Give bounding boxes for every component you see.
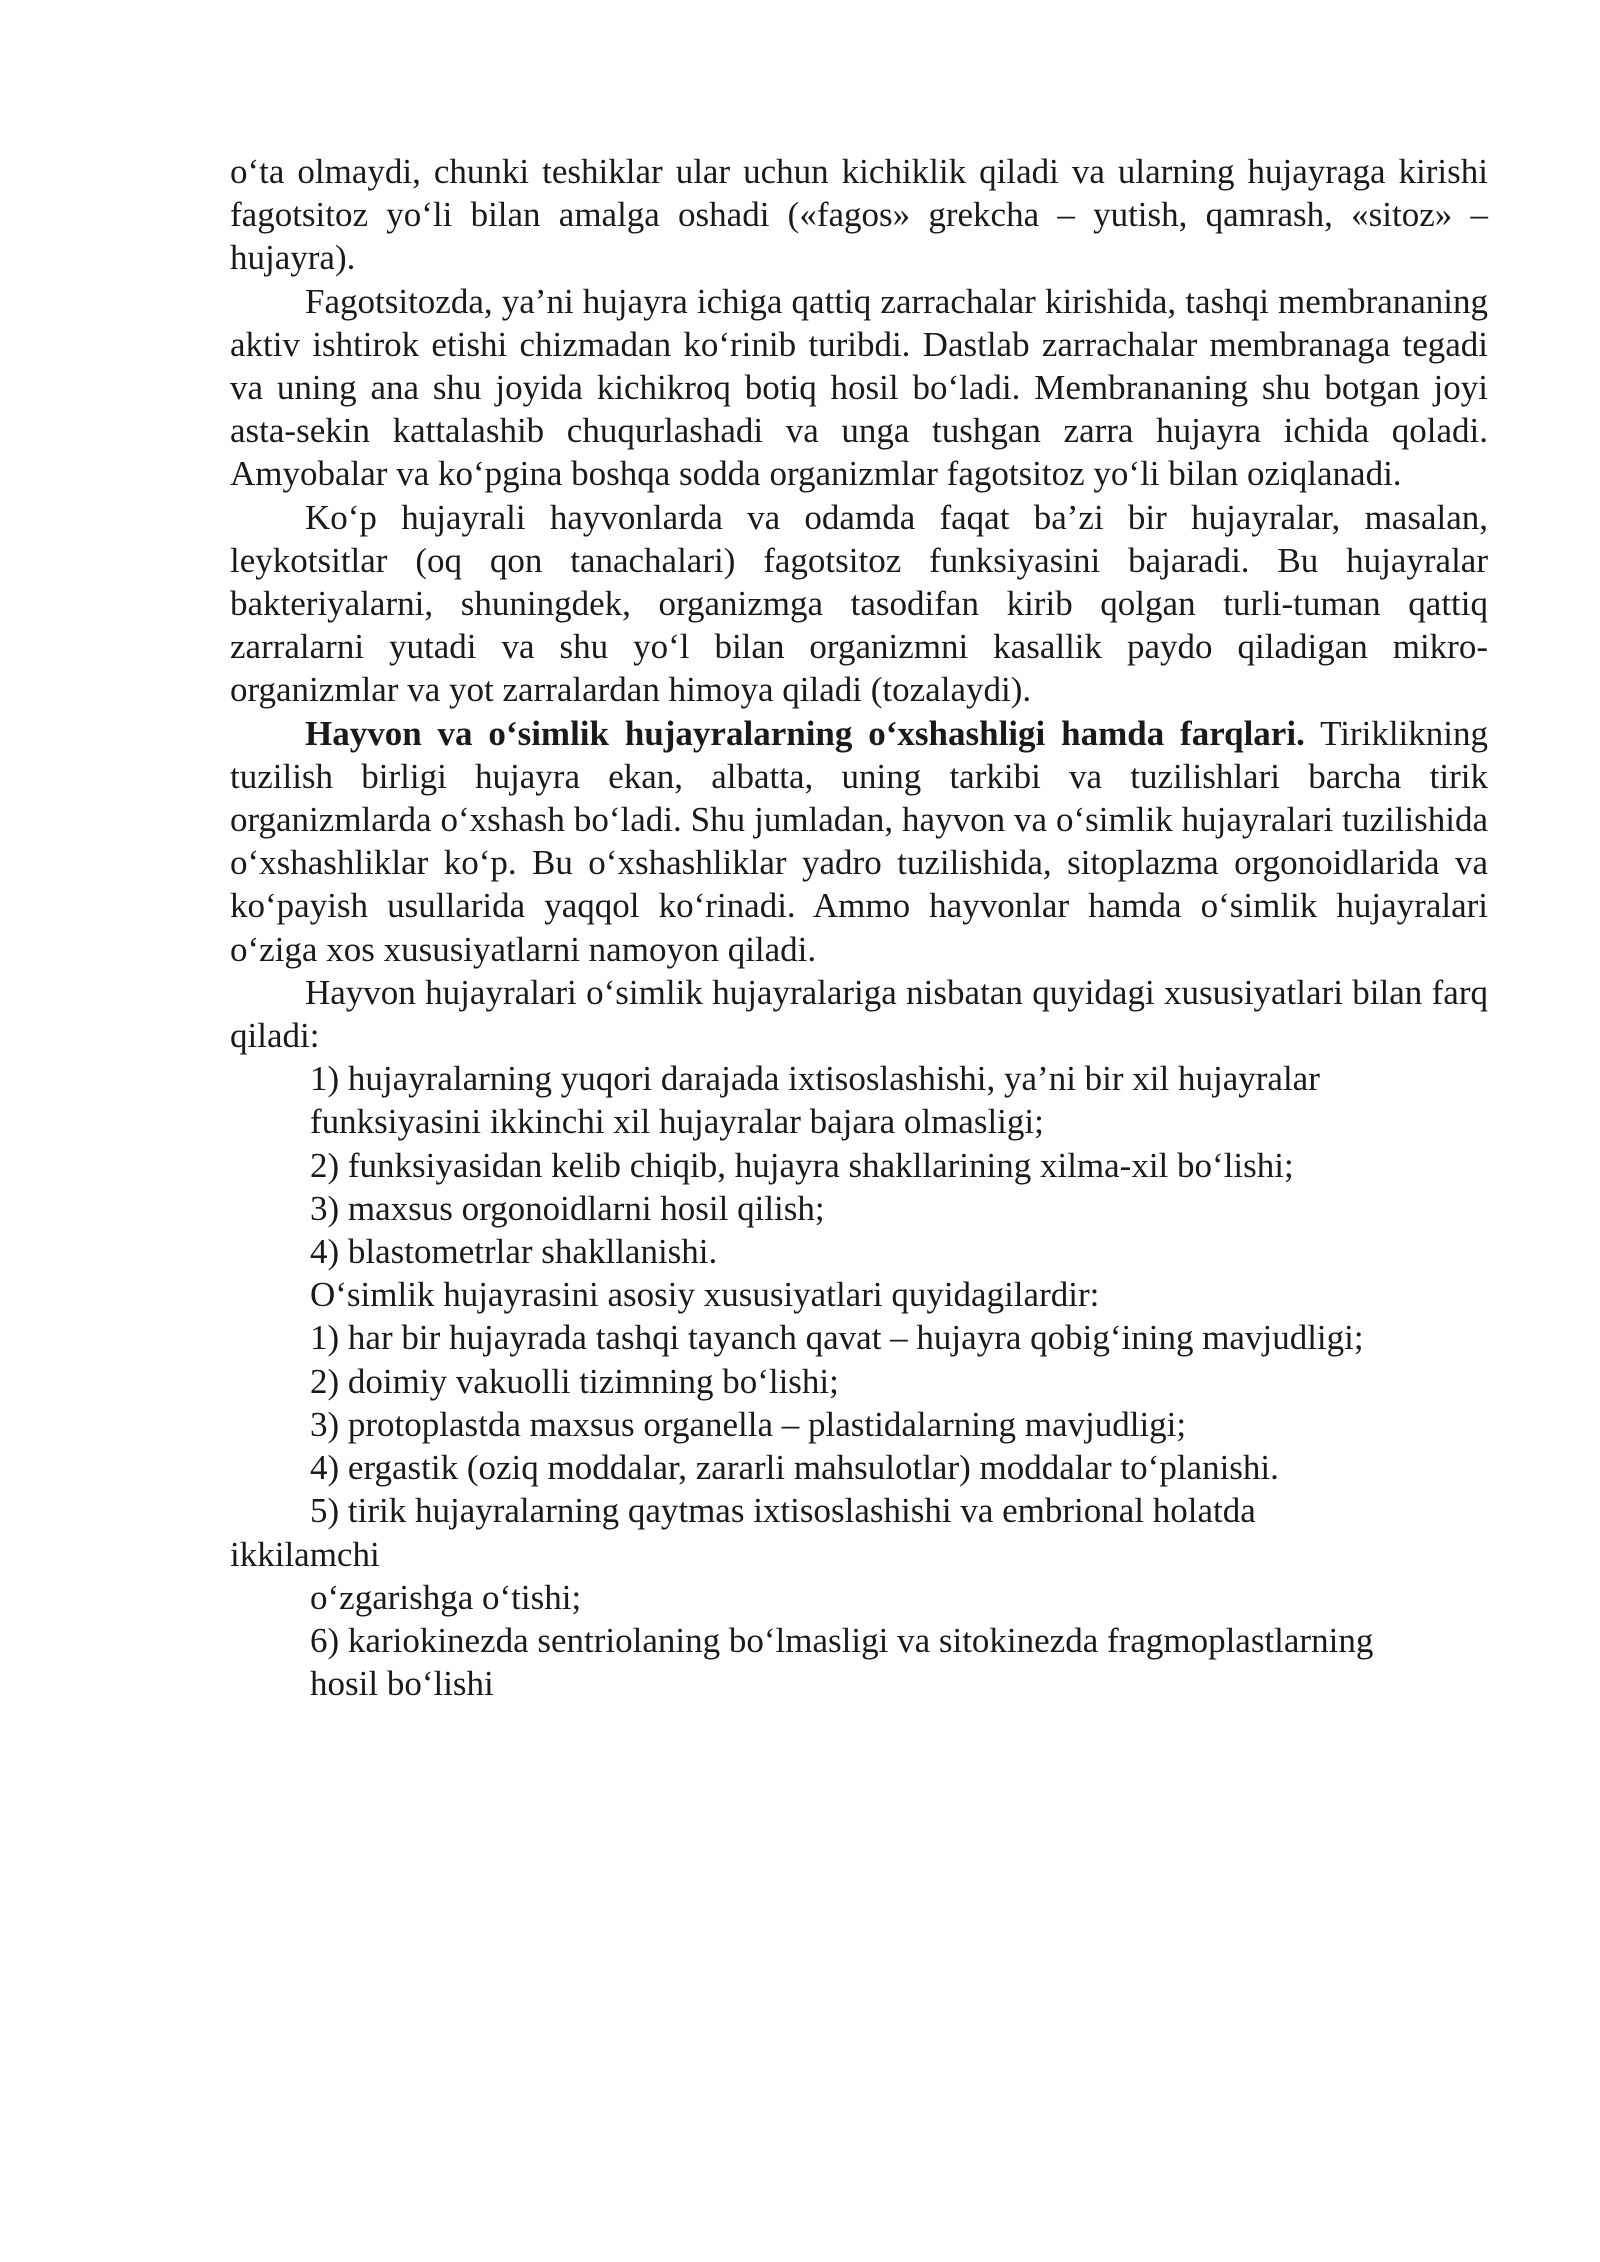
paragraph-continuation: o‘ta olmaydi, chunki teshiklar ular uchun kichiklik qiladi va ularning hujayraga kirishi fagotsitoz yo‘li bilan amalga oshadi («fagos» grekcha – yutish, qamrash, «sitoz» – hujayra). [230, 152, 1488, 278]
section-body: Tiriklikning tuzilish birligi hujayra ekan, albatta, uning tarkibi va tuzilishlari barcha tirik organizmlarda o‘xshash bo‘ladi. Shu jumladan, hayvon va o‘simlik hujayralari tuzilishida o‘xshashliklar ko‘p. Bu o‘xshashliklar yadro tuzilishida, sitoplazma orgonoidlarida va ko‘payish usullarida yaqqol ko‘rinadi. Ammo hayvonlar hamda o‘simlik hujayralari o‘ziga xos xususiyatlarni namoyon qiladi. [230, 713, 1488, 969]
list-item: 2) doimiy vakuolli tizimning bo‘lishi; [310, 1361, 839, 1401]
paragraph-fagotsitoz: Fagotsitozda, ya’ni hujayra ichiga qattiq zarrachalar kirishida, tashqi membrananing aktiv ishtirok etishi chizmadan ko‘rinib turibdi. Dastlab zarrachalar membranaga tegadi va uning ana shu joyida kichikroq botiq hosil bo‘ladi. Membrananing shu botgan joyi asta-sekin kattalashib chuqurlashadi va unga tushgan zarra hujayra ichida qoladi. Amyobalar va ko‘pgina boshqa sodda organizmlar fagotsitoz yo‘li bilan oziqlanadi. [230, 281, 1488, 494]
paragraph-leykotsitlar: Ko‘p hujayrali hayvonlarda va odamda faqat ba’zi bir hujayralar, masalan, leykotsitlar (oq qon tanachalari) fagotsitoz funksiyasini bajaradi. Bu hujayralar bakteriyalarni, shuningdek, organizmga tasodifan kirib qolgan turli-tuman qattiq zarralarni yutadi va shu yo‘l bilan organizmni kasallik paydo qiladigan mikro-organizmlar va yot zarralardan himoya qiladi (tozalaydi). [230, 497, 1488, 710]
plant-intro: O‘simlik hujayrasini asosiy xususiyatlari quyidagilardir: [310, 1275, 1100, 1315]
list-item [310, 1057, 1488, 1143]
list-item: 3) protoplastda maxsus organella – plastidalarning mavjudligi; [310, 1404, 1187, 1444]
list-item-5-line-1: 5) tirik hujayralarning qaytmas ixtisoslashishi va embrional holatda [310, 1491, 1256, 1531]
section-paragraph [230, 712, 1488, 971]
list-item-5-line-3: o‘zgarishga o‘tishi; [310, 1577, 582, 1617]
plant-features-list [230, 1316, 1488, 1705]
animal-features-list [230, 1057, 1488, 1273]
list-item: 1) har bir hujayrada tashqi tayanch qavat – hujayra qobig‘ining mavjudligi; [310, 1318, 1364, 1358]
list-item-6-line-1: 6) kariokinezda sentriolaning bo‘lmasligi va sitokinezda fragmoplastlarning [310, 1620, 1374, 1660]
list-item [310, 1144, 1488, 1187]
list-item-line: funksiyasini ikkinchi xil hujayralar bajara olmasligi; [310, 1102, 1044, 1142]
list-item [310, 1230, 1488, 1273]
list-item-line: 4) blastometrlar shakllanishi. [310, 1232, 718, 1272]
list-item-line: 1) hujayralarning yuqori darajada ixtisoslashishi, ya’ni bir xil hujayralar [310, 1059, 1320, 1099]
list-item-5-line-2: ikkilamchi [230, 1534, 380, 1574]
animal-intro: Hayvon hujayralari o‘simlik hujayralariga nisbatan quyidagi xususiyatlari bilan farq qiladi: [230, 972, 1488, 1056]
list-item: 4) ergastik (oziq moddalar, zararli mahsulotlar) moddalar to‘planishi. [310, 1448, 1279, 1488]
list-item-line: 2) funksiyasidan kelib chiqib, hujayra shakllarining xilma-xil bo‘lishi; [310, 1145, 1294, 1185]
document-page [230, 150, 1488, 1705]
list-item [310, 1187, 1488, 1230]
section-heading: Hayvon va o‘simlik hujayralarning o‘xshashligi hamda farqlari. [305, 713, 1305, 753]
list-item-6-line-2: hosil bo‘lishi [310, 1664, 494, 1704]
list-item-line: 3) maxsus orgonoidlarni hosil qilish; [310, 1188, 825, 1228]
